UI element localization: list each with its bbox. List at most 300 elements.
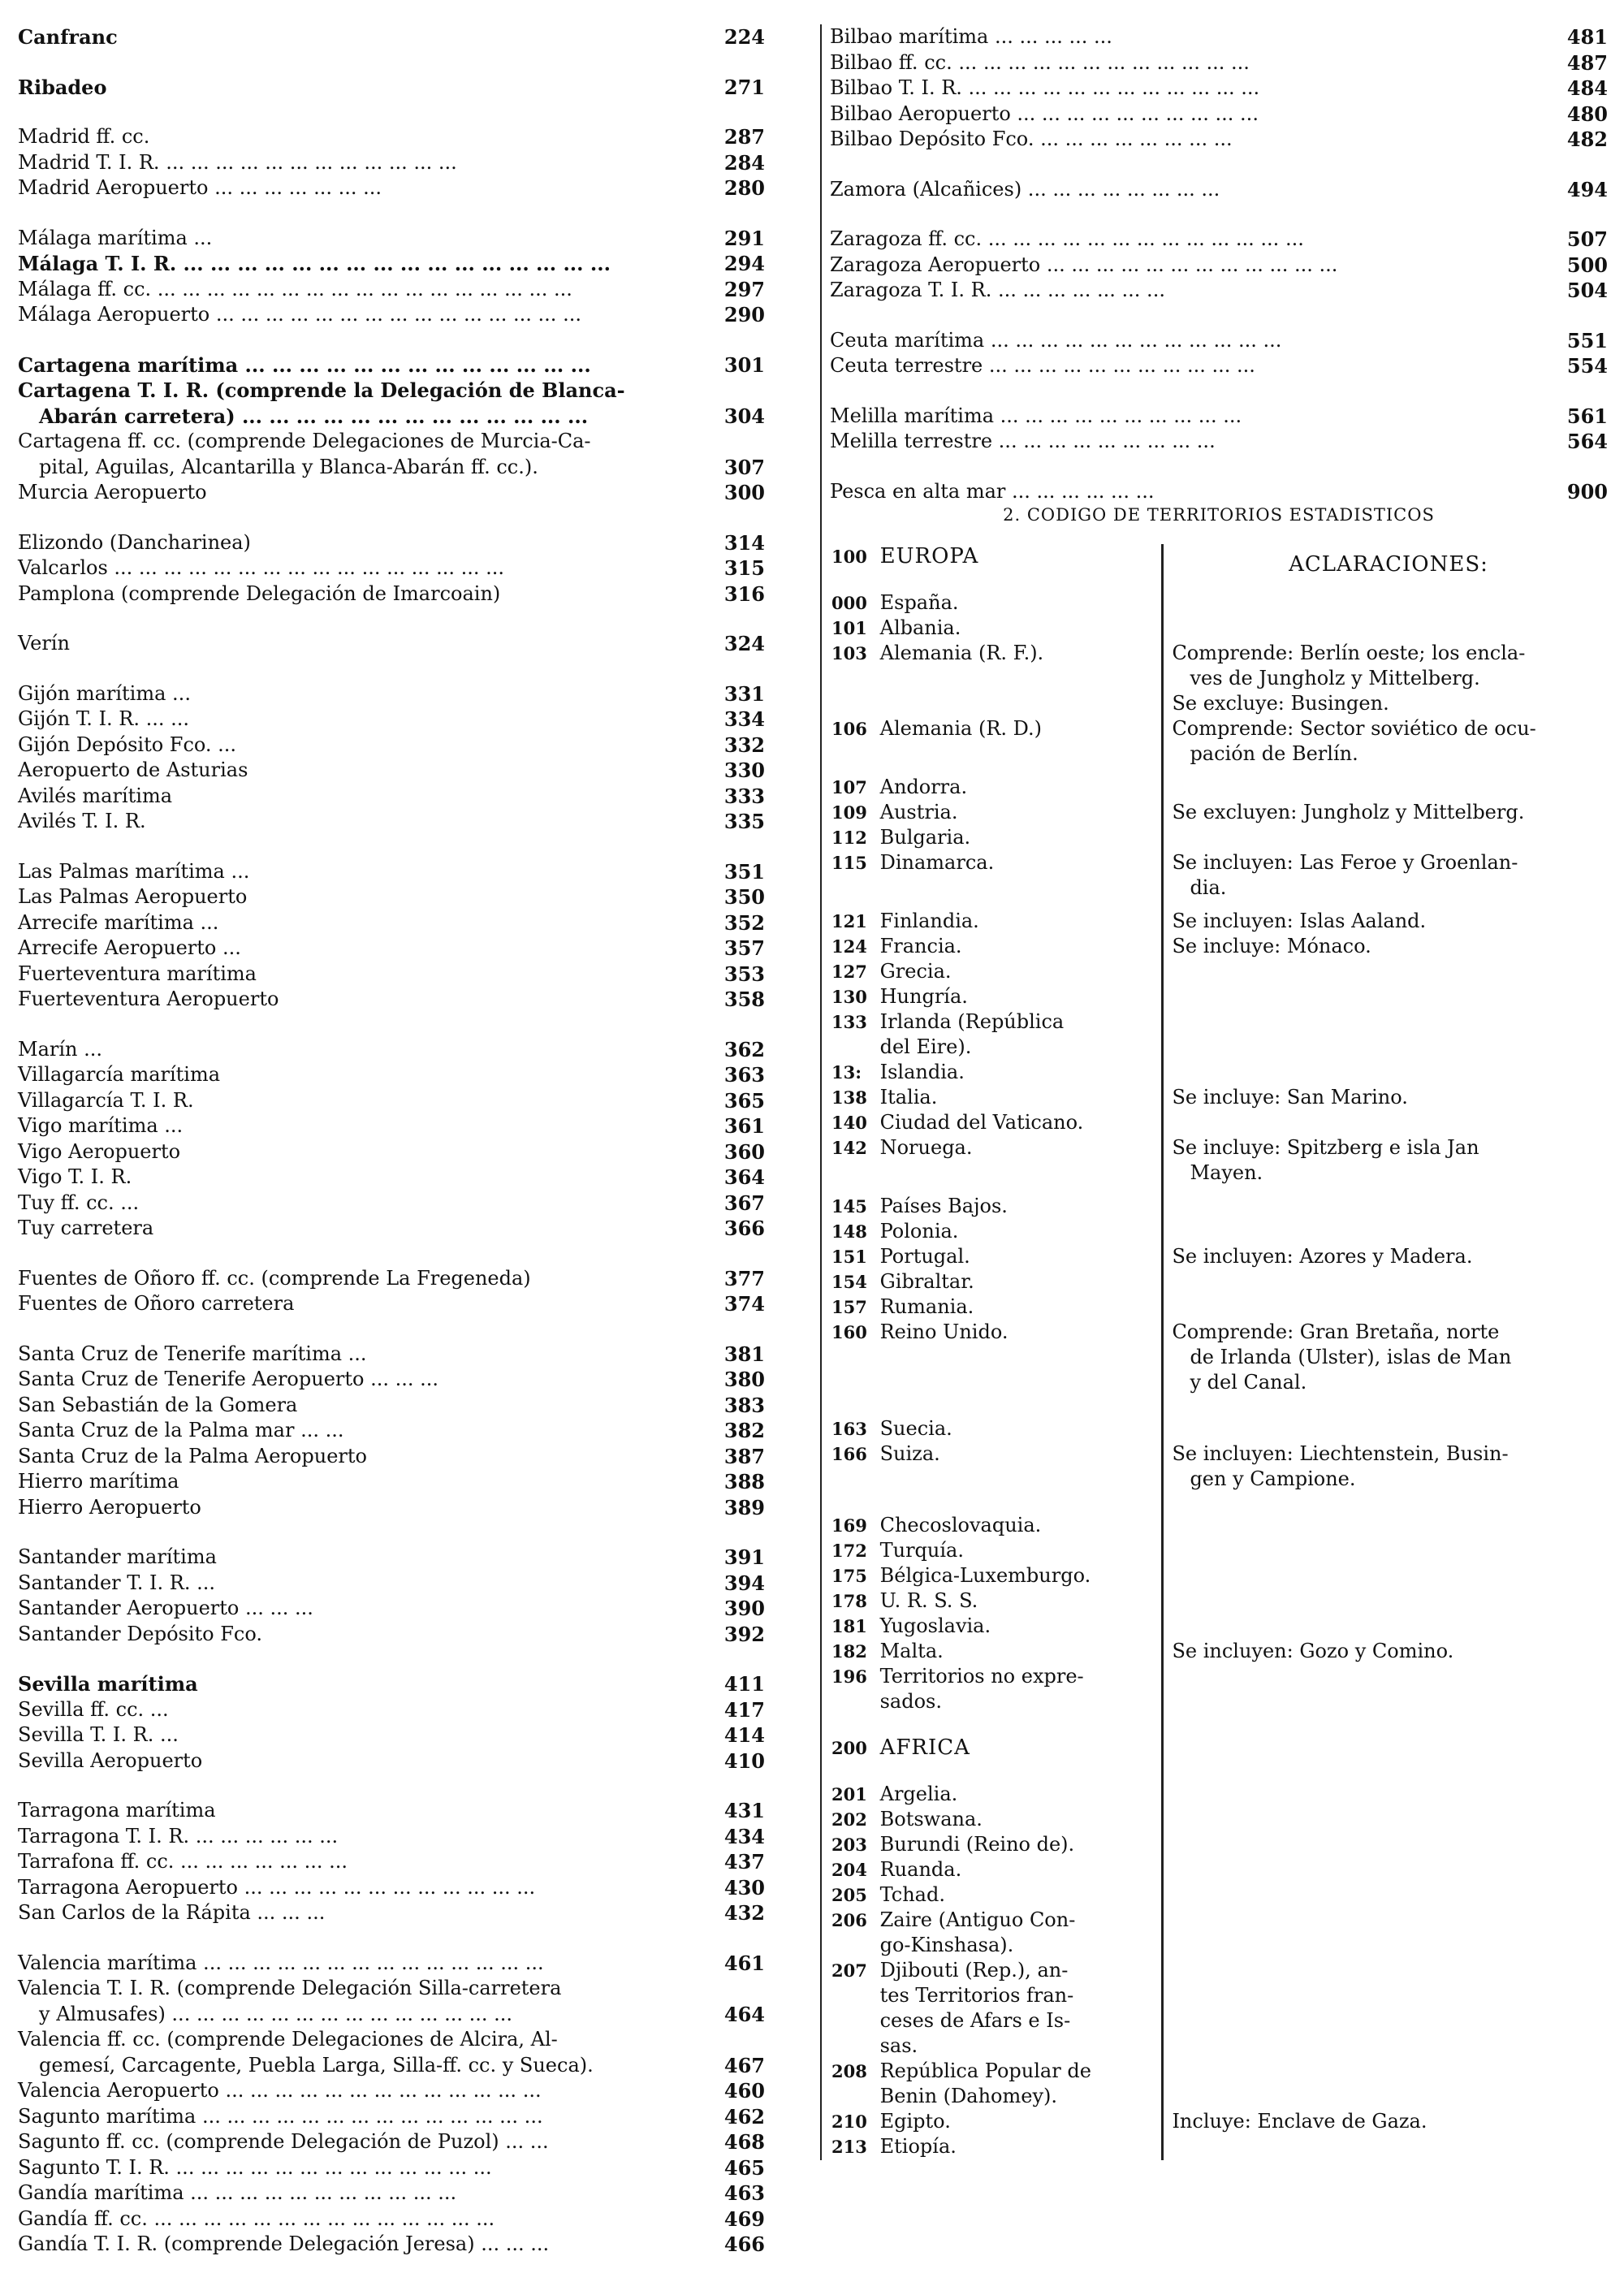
- office-entry: [18, 784, 765, 810]
- office-group: [18, 124, 765, 201]
- office-entry: [18, 2078, 765, 2104]
- territory-name: [880, 850, 1155, 901]
- office-code: 466: [723, 2232, 765, 2256]
- territory-name-text: Alemania (R. F.).: [879, 642, 1044, 664]
- office-name-text: Fuerteventura Aeropuerto: [18, 988, 279, 1010]
- territory-code: 210: [831, 2111, 867, 2132]
- territory-note: [1154, 1294, 1608, 1320]
- territory-name: [880, 1588, 1155, 1614]
- territory-name: [880, 2059, 1155, 2109]
- office-code: 331: [723, 681, 765, 706]
- territory-note: [1154, 934, 1608, 959]
- office-name-text: Gijón Depósito Fco. ...: [18, 733, 237, 756]
- office-entry: [18, 2129, 765, 2155]
- office-name-text: Madrid T. I. R. ... ... ... ... ... ... ... ... ... ... ... ...: [18, 150, 457, 174]
- office-name-text: Sagunto marítima ... ... ... ... ... ... ... ... ... ... ... ... ... ...: [18, 2104, 543, 2128]
- territory-code: 154: [831, 1272, 867, 1292]
- territory-note: [1154, 1735, 1608, 1761]
- territory-row: [830, 1194, 1608, 1219]
- territory-row: [830, 1538, 1608, 1563]
- office-entry: [18, 277, 765, 303]
- office-name: [18, 1798, 723, 1824]
- office-name: [830, 127, 1566, 153]
- territory-code: 103: [831, 643, 867, 663]
- office-name-text: Melilla terrestre ... ... ... ... ... ... ... ... ...: [830, 430, 1216, 452]
- office-code: 391: [723, 1545, 765, 1569]
- territory-name: [880, 800, 1155, 825]
- territory-code: 140: [831, 1113, 867, 1133]
- office-name-text: Málaga T. I. R. ... ... ... ... ... ... ... ... ... ... ... ... ... ... ... ...: [18, 252, 611, 275]
- office-name: [18, 1062, 723, 1088]
- office-name: [830, 24, 1566, 50]
- territory-note: [1154, 959, 1608, 984]
- territory-code: 205: [831, 1885, 867, 1905]
- territory-name-text: Noruega.: [879, 1136, 973, 1159]
- territory-code: 109: [831, 802, 867, 823]
- office-group: [18, 1266, 765, 1317]
- office-name-text: Bilbao Depósito Fco. ... ... ... ... ... ... ... ...: [830, 127, 1233, 150]
- territory-name-text: Andorra.: [879, 776, 968, 798]
- office-name-text: Santander marítima: [18, 1545, 217, 1568]
- office-name: [18, 1037, 723, 1063]
- office-entry: [18, 1469, 765, 1495]
- office-name-text: Cartagena ff. cc. (comprende Delegaciones de Murcia-Ca-: [18, 430, 591, 452]
- territory-code: 208: [831, 2061, 867, 2081]
- office-code: 387: [723, 1444, 765, 1468]
- office-name-text: Sevilla Aeropuerto: [18, 1748, 203, 1772]
- office-code: 300: [723, 481, 765, 504]
- office-name-text: Cartagena T. I. R. (comprende la Delegación de Blanca-: [18, 378, 625, 402]
- territory-name: [880, 616, 1155, 641]
- note-text: Incluye: Enclave de Gaza.: [1172, 2110, 1427, 2133]
- office-name: [18, 581, 723, 607]
- territory-code: 145: [831, 1196, 867, 1217]
- office-name: [18, 175, 723, 201]
- office-name-text: Santander Depósito Fco.: [18, 1622, 263, 1645]
- territory-name: [880, 590, 1155, 616]
- territory-name-text: Bulgaria.: [879, 826, 971, 849]
- office-entry: [18, 555, 765, 581]
- office-code: 551: [1566, 328, 1608, 352]
- office-code: 481: [1566, 25, 1608, 49]
- office-entry: [18, 1191, 765, 1217]
- office-code: 381: [723, 1342, 765, 1366]
- office-name-text: Gandía marítima ... ... ... ... ... ... ... ... ... ... ...: [18, 2181, 457, 2204]
- territory-name-text: Austria.: [879, 801, 958, 823]
- territory-name: [880, 1085, 1155, 1110]
- office-name-text: Sevilla ff. cc. ...: [18, 1697, 169, 1721]
- office-code: 358: [723, 988, 765, 1011]
- office-entry: [18, 859, 765, 885]
- office-entry: [18, 251, 765, 277]
- office-name-text: Málaga Aeropuerto ... ... ... ... ... ... ... ... ... ... ... ... ... ... ...: [18, 303, 581, 326]
- office-group: [830, 227, 1608, 304]
- office-entry: [830, 328, 1608, 354]
- office-name-text: Gijón T. I. R. ... ...: [18, 707, 190, 730]
- territory-name: [880, 1219, 1155, 1244]
- office-entry: [18, 1165, 765, 1191]
- territory-name: [880, 934, 1155, 959]
- office-entry: [18, 733, 765, 759]
- section-title: 2. CODIGO DE TERRITORIOS ESTADISTICOS: [1003, 505, 1435, 525]
- office-entry: [830, 227, 1608, 253]
- office-entry: [830, 102, 1608, 127]
- office-name: [18, 1671, 723, 1697]
- office-entry: [18, 2027, 765, 2078]
- office-name-text: Fuentes de Oñoro ff. cc. (comprende La Fregeneda): [18, 1266, 531, 1290]
- territory-code: 207: [831, 1960, 867, 1981]
- territory-code: 112: [831, 828, 867, 848]
- territory-name-text: Finlandia.: [879, 910, 979, 932]
- office-name: [830, 404, 1566, 430]
- office-entry: [18, 1571, 765, 1597]
- office-code: 374: [723, 1292, 765, 1316]
- office-entry: [18, 175, 765, 201]
- territory-name: [880, 1832, 1155, 1857]
- office-code: 468: [723, 2130, 765, 2154]
- territory-code: 166: [831, 1444, 867, 1464]
- territory-note: [1154, 2134, 1608, 2159]
- note-text: Se incluyen: Islas Aaland.: [1172, 910, 1427, 932]
- office-code: 366: [723, 1217, 765, 1240]
- note-text: Comprende: Sector soviético de ocu-: [1172, 717, 1536, 740]
- office-code: 353: [723, 962, 765, 986]
- office-name-text: Bilbao ff. cc. ... ... ... ... ... ... ... ... ... ... ... ...: [830, 50, 1250, 74]
- territory-name-text: Reino Unido.: [879, 1320, 1009, 1343]
- territory-name: [880, 825, 1155, 850]
- office-code: 463: [723, 2181, 765, 2205]
- office-entry: [18, 1748, 765, 1774]
- office-entry: [18, 378, 765, 429]
- territory-row: [830, 1664, 1608, 1714]
- office-group: [18, 530, 765, 607]
- office-name: [18, 1545, 723, 1571]
- territory-name-text: Polonia.: [879, 1220, 959, 1243]
- territory-note: [1154, 1416, 1608, 1441]
- territory-row: [830, 2134, 1608, 2159]
- office-code: 389: [723, 1495, 765, 1519]
- territory-note: [1154, 641, 1608, 716]
- office-name: [18, 1342, 723, 1368]
- office-entry: [18, 1393, 765, 1419]
- office-entry: [18, 1342, 765, 1368]
- office-name: [18, 987, 723, 1013]
- office-group: [18, 75, 765, 101]
- territory-note: [1154, 1588, 1608, 1614]
- note-text: Se incluye: Mónaco.: [1172, 935, 1371, 957]
- office-name-continuation: gemesí, Carcagente, Puebla Larga, Silla-ff. cc. y Sueca).: [39, 2053, 594, 2077]
- office-code: 469: [723, 2206, 765, 2231]
- office-entry: [18, 2206, 765, 2232]
- territory-code: 13:: [831, 1062, 862, 1083]
- territory-row: [830, 1009, 1608, 1060]
- column-divider: [820, 24, 822, 2160]
- office-group: [18, 1037, 765, 1242]
- office-name: [18, 1393, 723, 1419]
- office-code: 561: [1566, 404, 1608, 428]
- territory-name: [880, 2109, 1155, 2134]
- office-entry: [18, 1951, 765, 1977]
- office-name-text: Tarragona Aeropuerto ... ... ... ... ... ... ... ... ... ... ... ...: [18, 1875, 536, 1899]
- office-code: 494: [1566, 177, 1608, 201]
- territory-code: 201: [831, 1784, 867, 1804]
- territory-row: [830, 2059, 1608, 2109]
- office-entry: [830, 50, 1608, 76]
- office-code: 507: [1566, 227, 1608, 251]
- note-continuation: y del Canal.: [1190, 1371, 1307, 1394]
- office-code: 390: [723, 1597, 765, 1620]
- office-group: [18, 352, 765, 506]
- territory-name: [880, 1060, 1155, 1085]
- office-name-text: Zaragoza Aeropuerto ... ... ... ... ... ... ... ... ... ... ... ...: [830, 253, 1338, 276]
- territory-name: [880, 959, 1155, 984]
- office-name-text: Bilbao Aeropuerto ... ... ... ... ... ... ... ... ... ...: [830, 102, 1259, 125]
- office-entry: [18, 1722, 765, 1748]
- office-name-text: Tuy carretera: [18, 1217, 154, 1239]
- territory-row: [830, 1807, 1608, 1832]
- office-code: 367: [723, 1191, 765, 1215]
- territory-row: [830, 2109, 1608, 2134]
- office-code: 304: [723, 404, 765, 428]
- territory-row: [830, 1832, 1608, 1857]
- territory-name-continuation: del Eire).: [879, 1035, 972, 1058]
- note-continuation: ves de Jungholz y Mittelberg.: [1190, 667, 1480, 689]
- territory-code: 196: [831, 1666, 867, 1687]
- office-group: [18, 1545, 765, 1647]
- office-entry: [18, 24, 765, 50]
- territory-name: [880, 1244, 1155, 1269]
- office-name-text: Santa Cruz de Tenerife marítima ...: [18, 1342, 367, 1365]
- territory-name: [880, 1538, 1155, 1563]
- office-entry: [830, 353, 1608, 379]
- territory-name-text: Burundi (Reino de).: [879, 1833, 1075, 1856]
- territory-name-text: EUROPA: [879, 544, 979, 568]
- territory-code: 160: [831, 1322, 867, 1342]
- territory-row: [830, 1782, 1608, 1807]
- territory-region-row: [830, 1735, 1608, 1761]
- territory-code: 178: [831, 1591, 867, 1611]
- office-code: 484: [1566, 76, 1608, 100]
- territory-code: 157: [831, 1297, 867, 1317]
- office-name: [18, 226, 723, 252]
- customs-offices-right-column: [830, 24, 1608, 529]
- territory-note: [1154, 825, 1608, 850]
- territory-code: 124: [831, 936, 867, 957]
- office-entry: [18, 1037, 765, 1063]
- territory-row: [830, 716, 1608, 767]
- territory-note: [1154, 775, 1608, 800]
- office-entry: [18, 681, 765, 707]
- office-code: 480: [1566, 102, 1608, 126]
- office-group: [18, 681, 765, 835]
- office-name-text: Santander T. I. R. ...: [18, 1571, 215, 1594]
- office-code: 284: [723, 150, 765, 175]
- territory-name: [880, 1639, 1155, 1664]
- territory-note: [1154, 1194, 1608, 1219]
- territory-name: [880, 1269, 1155, 1294]
- office-name-text: Gandía ff. cc. ... ... ... ... ... ... ... ... ... ... ... ... ... ...: [18, 2206, 495, 2230]
- office-name-text: Avilés T. I. R.: [18, 810, 146, 832]
- office-group: [18, 1342, 765, 1521]
- office-name: [18, 2104, 723, 2130]
- territory-row: [830, 1882, 1608, 1908]
- territory-name-text: Hungría.: [879, 985, 968, 1008]
- office-name-text: Elizondo (Dancharinea): [18, 530, 251, 554]
- office-code: 388: [723, 1470, 765, 1493]
- note-text: Comprende: Gran Bretaña, norte: [1172, 1320, 1500, 1343]
- territory-code: 172: [831, 1541, 867, 1561]
- office-entry: [18, 884, 765, 910]
- office-code: 332: [723, 733, 765, 757]
- office-name: [18, 1596, 723, 1622]
- office-entry: [18, 910, 765, 936]
- office-name: [18, 530, 723, 556]
- territory-note: [1154, 1832, 1608, 1857]
- office-code: 467: [723, 2053, 765, 2077]
- office-entry: [18, 2180, 765, 2206]
- territory-name-text: Bélgica-Luxemburgo.: [879, 1564, 1091, 1587]
- office-name-text: Vigo Aeropuerto: [18, 1139, 181, 1163]
- office-name: [18, 859, 723, 885]
- territory-code: 107: [831, 777, 867, 797]
- office-name: [18, 809, 723, 835]
- territory-code: 213: [831, 2137, 867, 2157]
- office-name: [18, 24, 723, 50]
- territory-name-text: Territorios no expre-: [879, 1665, 1084, 1688]
- office-name-text: Málaga marítima ...: [18, 226, 213, 249]
- territory-row: [830, 1908, 1608, 1958]
- territory-note: [1154, 590, 1608, 616]
- office-code: 307: [723, 455, 765, 479]
- office-name: [18, 1849, 723, 1875]
- office-name-text: Tarragona T. I. R. ... ... ... ... ... ...: [18, 1824, 339, 1848]
- office-name-text: Madrid Aeropuerto ... ... ... ... ... ... ...: [18, 176, 382, 199]
- territory-row: [830, 1441, 1608, 1492]
- office-entry: [18, 2155, 765, 2181]
- territory-name: [880, 1135, 1155, 1186]
- office-entry: [830, 429, 1608, 455]
- territory-name-text: Argelia.: [879, 1783, 958, 1805]
- office-name-text: Vigo T. I. R.: [18, 1165, 132, 1188]
- territory-name: [880, 1320, 1155, 1395]
- office-name: [18, 124, 723, 150]
- office-name: [18, 1976, 723, 2027]
- territory-name: [880, 984, 1155, 1009]
- territory-note: [1154, 1857, 1608, 1882]
- office-code: 287: [723, 125, 765, 149]
- territory-row: [830, 641, 1608, 716]
- territory-note: [1154, 1664, 1608, 1714]
- territory-note: [1154, 1441, 1608, 1492]
- office-code: 363: [723, 1063, 765, 1087]
- office-name-text: Bilbao T. I. R. ... ... ... ... ... ... ... ... ... ... ... ...: [830, 76, 1260, 99]
- note-text: Se excluyen: Jungholz y Mittelberg.: [1172, 801, 1525, 823]
- territory-name: [880, 641, 1155, 716]
- office-name: [18, 1291, 723, 1317]
- office-name-text: Hierro marítima: [18, 1470, 179, 1493]
- territory-row: [830, 984, 1608, 1009]
- office-name: [18, 1469, 723, 1495]
- office-name: [18, 962, 723, 988]
- office-name-text: Gijón marítima ...: [18, 681, 191, 705]
- territory-code: 133: [831, 1012, 867, 1032]
- territory-code: 106: [831, 719, 867, 739]
- office-name-text: Málaga ff. cc. ... ... ... ... ... ... ... ... ... ... ... ... ... ... ... ... ...: [18, 277, 572, 300]
- territory-name: [880, 1958, 1155, 2059]
- office-group: [830, 177, 1608, 203]
- note-continuation: dia.: [1190, 876, 1227, 899]
- territory-note: [1154, 800, 1608, 825]
- office-entry: [830, 253, 1608, 279]
- territory-note: [1154, 2059, 1608, 2109]
- territory-name: [880, 1513, 1155, 1538]
- territory-name-text: Suiza.: [879, 1442, 940, 1465]
- office-entry: [18, 480, 765, 506]
- office-name: [830, 278, 1566, 304]
- office-code: 431: [723, 1799, 765, 1822]
- office-entry: [18, 1266, 765, 1292]
- office-entry: [18, 758, 765, 784]
- territory-name-text: Italia.: [879, 1086, 938, 1109]
- territory-row: [830, 1294, 1608, 1320]
- office-name-text: San Carlos de la Rápita ... ... ...: [18, 1901, 326, 1924]
- office-name: [830, 76, 1566, 102]
- office-name-text: Ribadeo: [18, 75, 107, 99]
- office-code: 357: [723, 936, 765, 960]
- territory-row: [830, 1416, 1608, 1441]
- territory-code: 138: [831, 1087, 867, 1108]
- territory-name: [880, 1009, 1155, 1060]
- territory-name-text: Botswana.: [879, 1808, 983, 1830]
- office-name-text: Valencia T. I. R. (comprende Delegación Silla-carretera: [18, 1977, 562, 1999]
- territory-note: [1154, 716, 1608, 767]
- territory-name: [880, 1664, 1155, 1714]
- office-group: [18, 1798, 765, 1926]
- office-entry: [18, 581, 765, 607]
- office-name-continuation: y Almusafes) ... ... ... ... ... ... ... ... ... ... ... ... ... ...: [39, 2002, 513, 2025]
- office-code: 554: [1566, 354, 1608, 378]
- office-name: [18, 352, 723, 378]
- office-name: [18, 1113, 723, 1139]
- territory-name: [880, 2134, 1155, 2159]
- note-text: Se incluye: San Marino.: [1172, 1086, 1408, 1109]
- territory-note: [1154, 1135, 1608, 1186]
- office-name: [18, 2232, 723, 2258]
- office-code: 290: [723, 303, 765, 326]
- territory-name: [880, 1194, 1155, 1219]
- territory-code: 142: [831, 1138, 867, 1158]
- territory-name-text: Egipto.: [879, 2110, 951, 2133]
- territory-code: 100: [831, 547, 867, 567]
- office-name-text: Ceuta marítima ... ... ... ... ... ... ... ... ... ... ... ...: [830, 328, 1282, 352]
- office-entry: [18, 1900, 765, 1926]
- territory-note: [1154, 2109, 1608, 2134]
- office-name: [18, 631, 723, 657]
- office-name-continuation: pital, Aguilas, Alcantarilla y Blanca-Abarán ff. cc.).: [39, 455, 538, 478]
- territory-name-text: España.: [879, 591, 959, 614]
- territory-row: [830, 934, 1608, 959]
- territory-note: [1154, 1807, 1608, 1832]
- note-text: Se incluye: Spitzberg e isla Jan: [1172, 1136, 1479, 1159]
- office-entry: [18, 352, 765, 378]
- office-code: 900: [1566, 479, 1608, 504]
- territory-name-text: Suecia.: [879, 1417, 952, 1440]
- office-name-text: Pamplona (comprende Delegación de Imarcoain): [18, 581, 501, 605]
- territory-name-continuation: go-Kinshasa).: [879, 1934, 1014, 1956]
- office-entry: [18, 1216, 765, 1242]
- territory-name-text: Ruanda.: [879, 1858, 962, 1881]
- office-name-text: Fuerteventura marítima: [18, 962, 257, 985]
